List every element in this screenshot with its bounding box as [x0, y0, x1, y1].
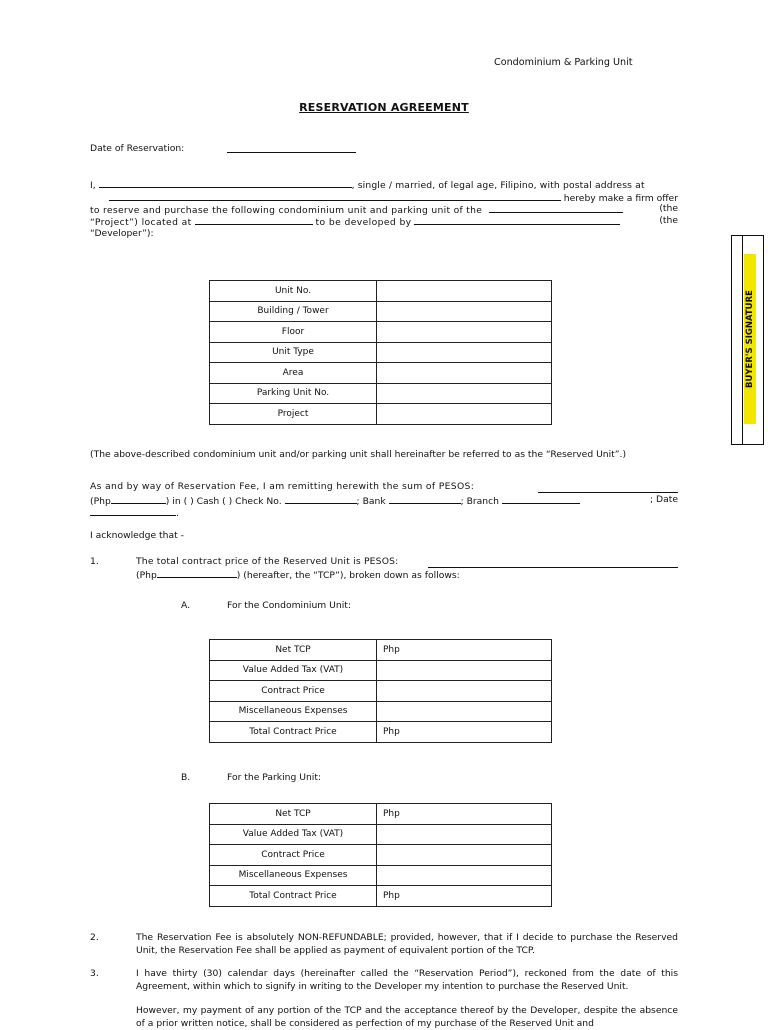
table-row: Contract Price: [210, 845, 552, 866]
unit-type-field[interactable]: [377, 342, 552, 363]
table-row: Value Added Tax (VAT): [210, 660, 552, 681]
intro-line-4: “Project”) located at to be developed by (the: [90, 215, 678, 228]
postal-address-field[interactable]: [109, 191, 561, 201]
check-no-field[interactable]: [285, 494, 357, 504]
item-3-number: 3.: [90, 968, 99, 979]
intro-line-5: “Developer”):: [90, 228, 154, 239]
acknowledge-heading: I acknowledge that -: [90, 530, 184, 541]
document-type: Condominium & Parking Unit: [494, 57, 633, 68]
project-field[interactable]: [377, 404, 552, 425]
project-location-field[interactable]: [195, 215, 313, 225]
branch-field[interactable]: [502, 494, 580, 504]
date-of-reservation-field[interactable]: [227, 143, 356, 153]
section-a-label: For the Condominium Unit:: [227, 600, 351, 611]
parking-price-table: [209, 803, 552, 907]
section-b-label: For the Parking Unit:: [227, 772, 322, 783]
amount-in-words-field[interactable]: [538, 483, 678, 493]
item-3-text-continued: However, my payment of any portion of the TCP and the acceptance thereof by the Developer, despite the absence of a prior written notice, shall be considered as perfection of my purchase of the Reserved Unit and: [136, 1005, 678, 1029]
payment-line-3: .: [90, 506, 179, 519]
table-row: Floor: [210, 322, 552, 343]
table-row: Parking Unit No.: [210, 383, 552, 404]
buyer-signature-label: BUYER'S SIGNATURE: [744, 254, 756, 424]
area-field[interactable]: [377, 363, 552, 384]
item-2-number: 2.: [90, 932, 99, 943]
vat-field[interactable]: [377, 660, 552, 681]
table-row: Unit Type: [210, 342, 552, 363]
parking-unit-no-field[interactable]: [377, 383, 552, 404]
tcp-php-field[interactable]: [157, 568, 237, 578]
condominium-price-table: [209, 639, 552, 743]
developer-name-field-2[interactable]: [414, 215, 620, 225]
item-3-text: I have thirty (30) calendar days (hereinafter called the “Reservation Period”), reckoned from the date of this Agreement, within which to signify in writing to the Developer my intention to purchase the Reserved Unit.: [136, 968, 678, 992]
unit-no-field[interactable]: [377, 281, 552, 302]
item-1-line-1: The total contract price of the Reserved Unit is PESOS:: [136, 556, 678, 569]
date-of-reservation-label: Date of Reservation:: [90, 143, 185, 154]
table-row: Contract Price: [210, 681, 552, 702]
signature-line: [742, 236, 743, 444]
unit-details-table: [209, 280, 552, 425]
total-contract-price-field[interactable]: Php: [377, 886, 552, 907]
tcp-in-words-field[interactable]: [428, 558, 678, 568]
vat-field[interactable]: [377, 824, 552, 845]
amount-php-field[interactable]: [111, 494, 166, 504]
table-row: Total Contract Price Php: [210, 886, 552, 907]
misc-expenses-field[interactable]: [377, 701, 552, 722]
table-row: Net TCP Php: [210, 640, 552, 661]
table-row: Area: [210, 363, 552, 384]
payment-date-field[interactable]: [90, 506, 176, 516]
buyer-name-field[interactable]: [99, 178, 352, 188]
item-1-line-2: (Php ) (hereafter, the “TCP”), broken down as follows:: [136, 570, 460, 581]
table-row: Value Added Tax (VAT): [210, 824, 552, 845]
table-row: Unit No.: [210, 281, 552, 302]
table-row: Miscellaneous Expenses: [210, 701, 552, 722]
table-row: Total Contract Price Php: [210, 722, 552, 743]
page-title: RESERVATION AGREEMENT: [299, 101, 469, 114]
building-field[interactable]: [377, 301, 552, 322]
payment-line-1: As and by way of Reservation Fee, I am remitting herewith the sum of PESOS:: [90, 481, 678, 493]
contract-price-field[interactable]: [377, 681, 552, 702]
table-row: Project: [210, 404, 552, 425]
bank-field[interactable]: [389, 494, 461, 504]
table-row: Net TCP Php: [210, 804, 552, 825]
contract-price-field[interactable]: [377, 845, 552, 866]
reserved-unit-note: (The above-described condominium unit and/or parking unit shall hereinafter be referred to as the “Reserved Unit”.): [90, 449, 627, 460]
item-1-number: 1.: [90, 556, 99, 567]
intro-line-1: I, , single / married, of legal age, Filipino, with postal address at: [90, 180, 645, 191]
net-tcp-field[interactable]: Php: [377, 640, 552, 661]
payment-line-2: (Php ) in ( ) Cash ( ) Check No. ; Bank ; Branch ; Date: [90, 494, 678, 507]
intro-line-2: hereby make a firm offer: [90, 191, 678, 204]
buyer-signature-box[interactable]: [731, 235, 764, 445]
section-a-letter: A.: [181, 600, 191, 611]
total-contract-price-field[interactable]: Php: [377, 722, 552, 743]
intro-line-3: to reserve and purchase the following condominium unit and parking unit of the (the: [90, 203, 678, 216]
net-tcp-field[interactable]: Php: [377, 804, 552, 825]
section-b-letter: B.: [181, 772, 191, 783]
table-row: Building / Tower: [210, 301, 552, 322]
floor-field[interactable]: [377, 322, 552, 343]
item-2-text: The Reservation Fee is absolutely NON-REFUNDABLE; provided, however, that if I decide to purchase the Reserved Unit, the Reservation Fee shall be applied as payment of equivalent portion of the TCP.: [136, 932, 678, 956]
developer-name-field-1[interactable]: [489, 203, 623, 213]
table-row: Miscellaneous Expenses: [210, 865, 552, 886]
misc-expenses-field[interactable]: [377, 865, 552, 886]
